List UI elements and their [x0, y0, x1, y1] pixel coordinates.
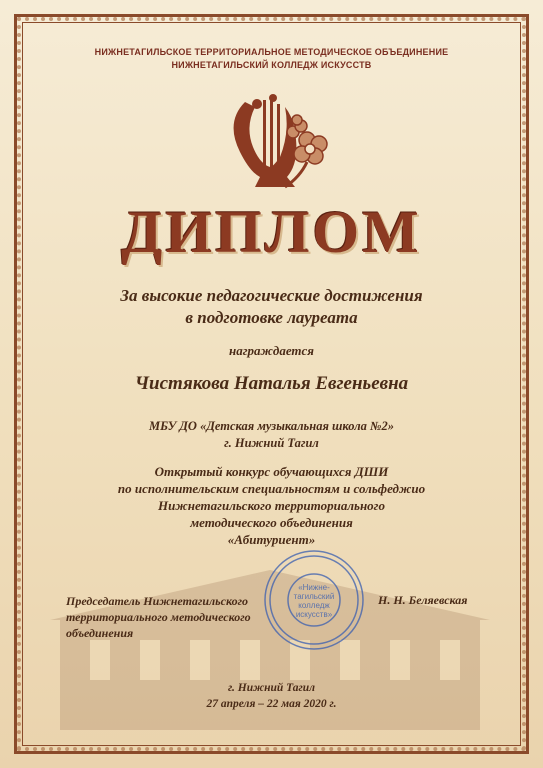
- stamp-text-4: искусств»: [295, 610, 333, 619]
- role-line-1: Председатель Нижнетагильского: [66, 594, 249, 608]
- signatory-name: Н. Н. Беляевская: [378, 593, 468, 607]
- stamp-text-2: тагильский: [293, 592, 335, 601]
- header-line-2: НИЖНЕТАГИЛЬСКИЙ КОЛЛЕДЖ ИСКУССТВ: [171, 60, 372, 70]
- recipient-name: Чистякова Наталья Евгеньевна: [134, 373, 409, 394]
- lyre-flower-logo: [215, 92, 335, 202]
- role-line-3: объединения: [66, 626, 134, 640]
- institution-line-2: г. Нижний Тагил: [224, 436, 319, 450]
- stamp-text-1: «Нижне-: [298, 583, 330, 592]
- contest-line-3: Нижнетагильского территориального: [158, 498, 385, 513]
- signatory-role: [66, 593, 316, 641]
- institution: [40, 418, 503, 452]
- role-line-2: территориального методического: [66, 610, 251, 624]
- award-reason: [40, 285, 503, 329]
- footer-place-date: [0, 680, 543, 712]
- contest-line-5: «Абитуриент»: [227, 532, 316, 547]
- footer-city: г. Нижний Тагил: [227, 682, 316, 694]
- awarded-label: награждается: [228, 343, 315, 358]
- award-line-1: За высокие педагогические достижения: [120, 286, 423, 305]
- stamp-text-3: колледж: [298, 601, 330, 610]
- contest-line-1: Открытый конкурс обучающихся ДШИ: [154, 464, 389, 479]
- award-line-2: в подготовке лауреата: [185, 308, 358, 327]
- header-line-1: НИЖНЕТАГИЛЬСКОЕ ТЕРРИТОРИАЛЬНОЕ МЕТОДИЧЕСКОЕ ОБЪЕДИНЕНИЕ: [94, 47, 449, 57]
- footer-dates: 27 апреля – 22 мая 2020 г.: [206, 698, 337, 710]
- institution-line-1: МБУ ДО «Детская музыкальная школа №2»: [149, 419, 394, 433]
- contest-line-2: по исполнительским специальностям и сольфеджио: [117, 481, 426, 496]
- contest-line-4: методического объединения: [190, 515, 353, 530]
- contest-description: [40, 463, 503, 548]
- organization-header: [40, 46, 503, 72]
- diploma-title: ДИПЛОМ: [121, 199, 422, 265]
